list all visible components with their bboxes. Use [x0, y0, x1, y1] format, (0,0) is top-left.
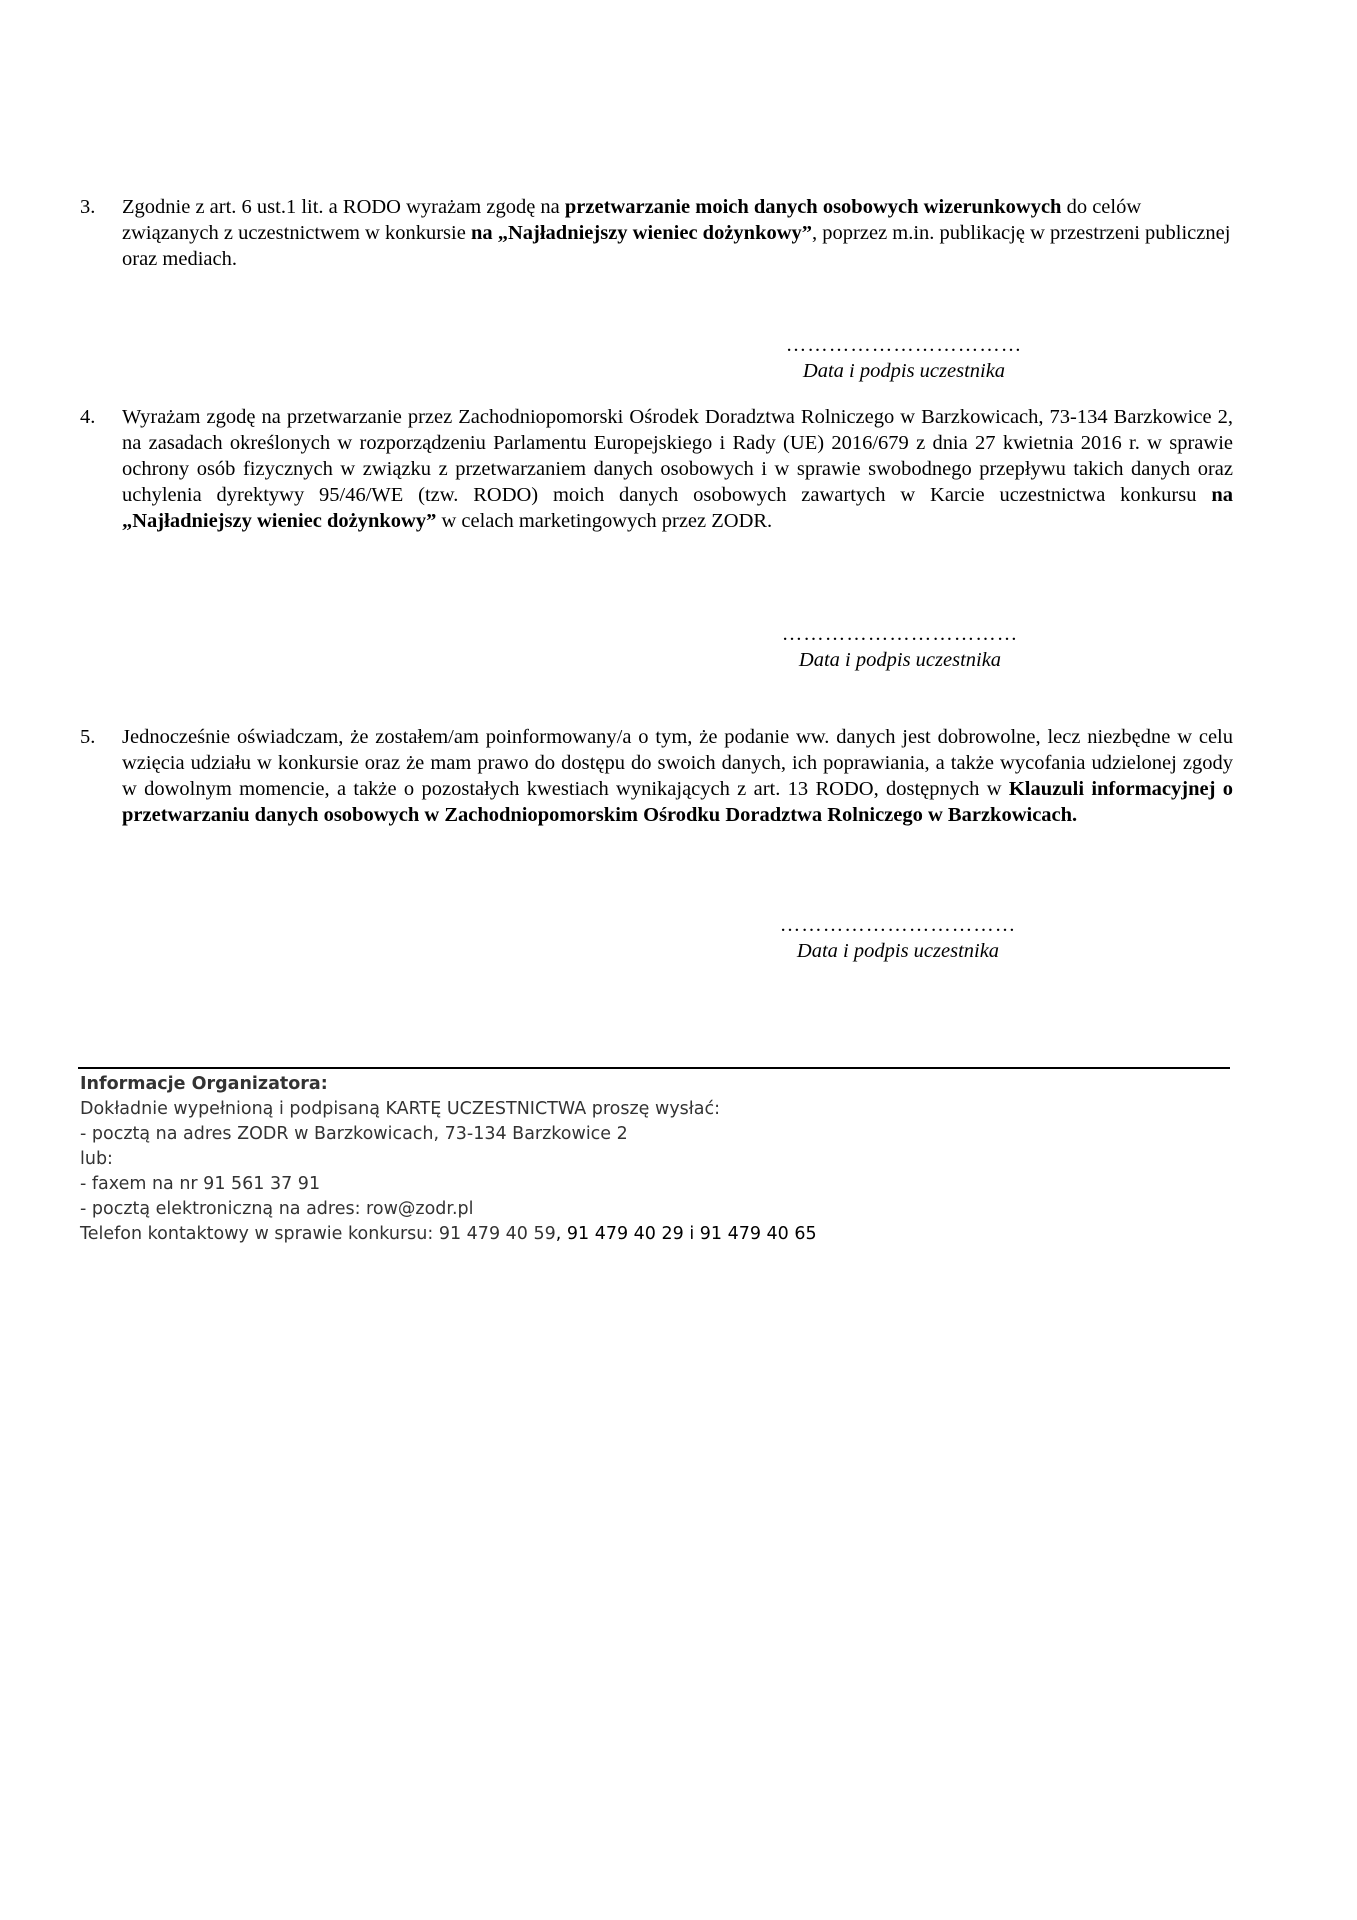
signature-block-5 — [764, 912, 1032, 964]
organizer-phone: Telefon kontaktowy w sprawie konkursu: 91 479 40 59, 91 479 40 29 i 91 479 40 65 — [80, 1224, 817, 1244]
organizer-line: Dokładnie wypełnioną i podpisaną KARTĘ UCZESTNICTWA proszę wysłać: — [80, 1099, 721, 1119]
organizer-info — [80, 1072, 1230, 1247]
signature-line: …………………………… — [779, 914, 1017, 936]
signature-block-4 — [766, 621, 1034, 673]
item-number: 4. — [80, 406, 96, 428]
item-number: 3. — [80, 196, 96, 218]
signature-caption: Data i podpis uczestnika — [802, 360, 1006, 382]
signature-block-3 — [770, 332, 1038, 384]
item-text: Zgodnie z art. 6 ust.1 lit. a RODO wyrażam zgodę na przetwarzanie moich danych osobowych wizerunkowych do celów związanych z uczestnictwem w konkursie na „Najładniejszy wieniec dożynkowy”, poprzez m.in. publikację w przestrzeni publicznej oraz mediach. — [122, 196, 1231, 270]
item-text: Wyrażam zgodę na przetwarzanie przez Zachodniopomorski Ośrodek Doradztwa Rolniczego w Barzkowicach, 73-134 Barzkowice 2, na zasadach określonych w rozporządzeniu Parlamentu Europejskiego i Rady (UE) 2016/679 z dnia 27 kwietnia 2016 r. w sprawie ochrony osób fizycznych w związku z przetwarzaniem danych osobowych i w sprawie swobodnego przepływu takich danych oraz uchylenia dyrektywy 95/46/WE (tzw. RODO) moich danych osobowych zawartych w Karcie uczestnictwa konkursu na „Najładniejszy wieniec dożynkowy” w celach marketingowych przez ZODR. — [122, 406, 1233, 532]
signature-line: …………………………… — [781, 623, 1019, 645]
consent-item-5 — [80, 724, 1233, 828]
item-number: 5. — [80, 726, 96, 748]
organizer-line: - pocztą na adres ZODR w Barzkowicach, 73-134 Barzkowice 2 — [80, 1124, 628, 1144]
organizer-line: - pocztą elektroniczną na adres: row@zodr.pl — [80, 1199, 474, 1219]
signature-line: …………………………… — [785, 334, 1023, 356]
consent-item-4 — [80, 404, 1233, 534]
organizer-heading: Informacje Organizatora: — [80, 1074, 328, 1094]
signature-caption: Data i podpis uczestnika — [796, 940, 1000, 962]
divider-line — [78, 1067, 1230, 1069]
signature-caption: Data i podpis uczestnika — [798, 649, 1002, 671]
item-text: Jednocześnie oświadczam, że zostałem/am poinformowany/a o tym, że podanie ww. danych jest dobrowolne, lecz niezbędne w celu wzięcia udziału w konkursie oraz że mam prawo do dostępu do swoich danych, ich poprawiania, a także wycofania udzielonej zgody w dowolnym momencie, a także o pozostałych kwestiach wynikających z art. 13 RODO, dostępnych w Klauzuli informacyjnej o przetwarzaniu danych osobowych w Zachodniopomorskim Ośrodku Doradztwa Rolniczego w Barzkowicach. — [122, 726, 1233, 826]
consent-item-3 — [80, 194, 1233, 272]
organizer-line: lub: — [80, 1149, 113, 1169]
organizer-line: - faxem na nr 91 561 37 91 — [80, 1174, 321, 1194]
